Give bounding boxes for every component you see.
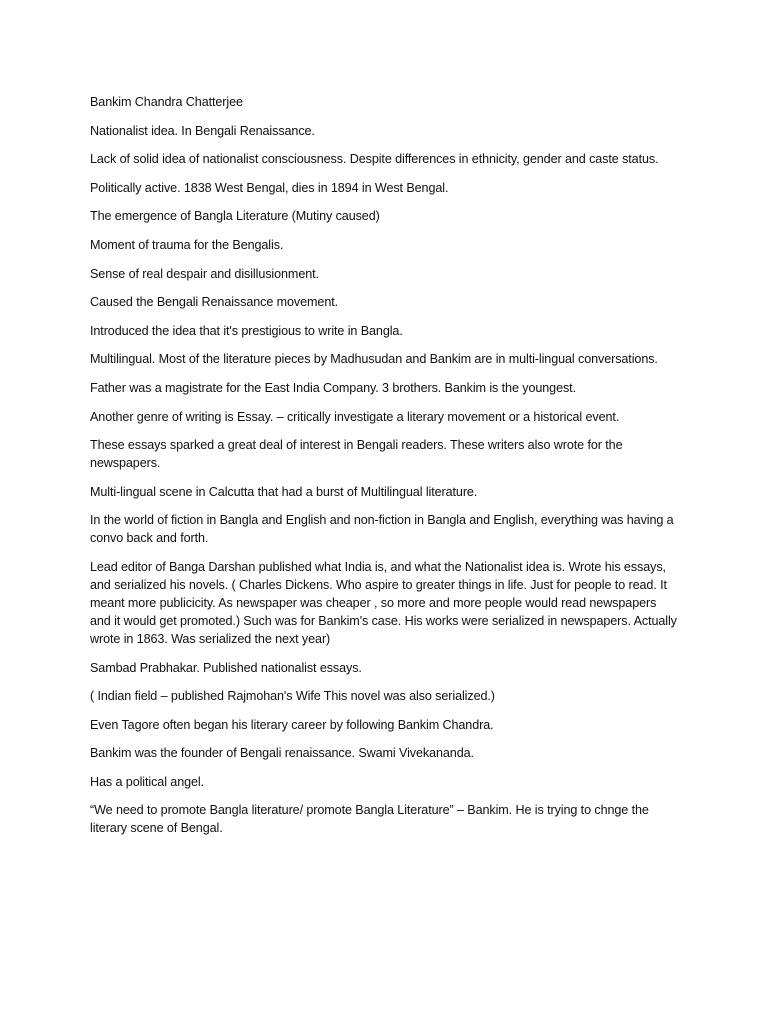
paragraph: In the world of fiction in Bangla and English and non-fiction in Bangla and English, everything was having a convo back and forth. [90,513,674,546]
paragraph: Introduced the idea that it's prestigious to write in Bangla. [90,323,403,338]
paragraph: Another genre of writing is Essay. – critically investigate a literary movement or a historical event. [90,409,620,424]
paragraph: Sambad Prabhakar. Published nationalist essays. [90,660,362,675]
document-body [90,93,680,848]
paragraph: Lack of solid idea of nationalist consciousness. Despite differences in ethnicity, gender and caste status. [90,152,659,167]
paragraph: Sense of real despair and disillusionment. [90,266,319,281]
paragraph: Bankim was the founder of Bengali renaissance. Swami Vivekananda. [90,746,474,761]
paragraph: Father was a magistrate for the East India Company. 3 brothers. Bankim is the youngest. [90,380,576,395]
document-title: Bankim Chandra Chatterjee [90,95,243,109]
paragraph: Has a political angel. [90,774,205,789]
paragraph: The emergence of Bangla Literature (Mutiny caused) [90,209,380,224]
paragraph: ( Indian field – published Rajmohan's Wife This novel was also serialized.) [90,689,495,704]
paragraph: Moment of trauma for the Bengalis. [90,237,284,252]
paragraph: Politically active. 1838 West Bengal, dies in 1894 in West Bengal. [90,180,449,195]
paragraph: Even Tagore often began his literary career by following Bankim Chandra. [90,717,494,732]
paragraph: Nationalist idea. In Bengali Renaissance. [90,123,315,138]
paragraph: Lead editor of Banga Darshan published what India is, and what the Nationalist idea is. Wrote his essays, and serialized his novels. ( Charles Dickens. Who aspire to greater things in life. Just for people to read. It meant more publicicity. As newspaper was cheaper , so more and more people would read newspapers and it would get promoted.) Such was for Bankim's case. His works were serialized in newspapers. Actually wrote in 1863. Was serialized the next year) [90,559,677,646]
paragraph: These essays sparked a great deal of interest in Bengali readers. These writers also wrote for the newspapers. [90,438,623,471]
paragraph: Multilingual. Most of the literature pieces by Madhusudan and Bankim are in multi-lingual conversations. [90,352,658,367]
paragraph: Multi-lingual scene in Calcutta that had a burst of Multilingual literature. [90,484,478,499]
paragraph: Caused the Bengali Renaissance movement. [90,295,339,310]
paragraph: “We need to promote Bangla literature/ promote Bangla Literature” – Bankim. He is trying to chnge the literary scene of Bengal. [90,803,649,836]
